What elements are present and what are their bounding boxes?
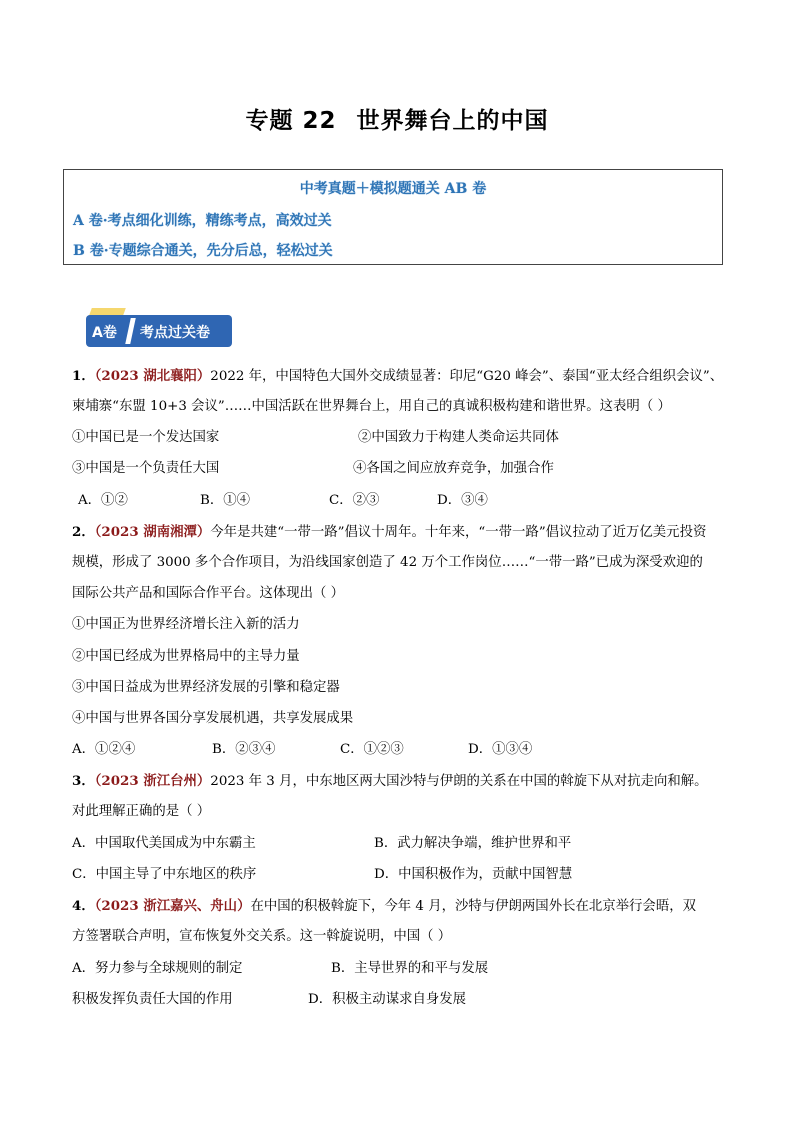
option-a: A．中国取代美国成为中东霸主: [72, 836, 256, 851]
statement: ②中国致力于构建人类命运共同体: [358, 430, 559, 445]
option-d: D．积极主动谋求自身发展: [308, 992, 467, 1007]
question-source: （2023 湖南湘潭）: [94, 524, 211, 540]
question-1-line-2: 柬埔寨“东盟 10+3 会议”……中国活跃在世界舞台上，用自己的真诚积极构建和谐世界。这表明（ ）: [72, 399, 671, 414]
intro-box: [63, 169, 723, 265]
option-d: D．③④: [437, 493, 488, 508]
intro-heading: 中考真题＋模拟题通关 AB 卷: [299, 181, 487, 197]
option-d: D．①③④: [468, 742, 533, 757]
statement: ①中国正为世界经济增长注入新的活力: [72, 617, 300, 632]
option-c: C．②③: [329, 493, 380, 508]
option-a: A．①②④: [72, 742, 136, 757]
question-source: （2023 浙江台州）: [94, 773, 211, 789]
option-c: C．①②③: [340, 742, 404, 757]
option-b: B．武力解决争端，维护世界和平: [374, 836, 572, 851]
option-a: A．努力参与全球规则的制定: [72, 961, 243, 976]
option-b: B．主导世界的和平与发展: [331, 961, 489, 976]
question-stem: 2022 年，中国特色大国外交成绩显著：印尼“G20 峰会”、泰国“亚太经合组织会议”、: [210, 369, 724, 384]
option-d: D．中国积极作为，贡献中国智慧: [374, 867, 573, 882]
option-c: C．中国主导了中东地区的秩序: [72, 867, 257, 882]
page-title: [0, 102, 794, 135]
banner-label: 考点过关卷: [140, 325, 210, 341]
question-3-line-1: [72, 772, 708, 791]
statement: ③中国是一个负责任大国: [72, 461, 220, 476]
question-number: 1．: [72, 368, 95, 384]
question-3-line-2: 对此理解正确的是（ ）: [72, 804, 211, 819]
banner-tag: A卷: [92, 325, 117, 341]
question-stem: 今年是共建“一带一路”倡议十周年。十年来，“一带一路”倡议拉动了近万亿美元投资: [210, 525, 707, 540]
question-4-line-1: [72, 897, 696, 916]
intro-line-b: B 卷·专题综合通关，先分后总，轻松过关: [73, 243, 333, 259]
question-2-line-3: 国际公共产品和国际合作平台。这体现出（ ）: [72, 586, 345, 601]
question-stem: 在中国的积极斡旋下，今年 4 月，沙特与伊朗两国外长在北京举行会晤，双: [250, 899, 696, 914]
question-stem: 2023 年 3 月，中东地区两大国沙特与伊朗的关系在中国的斡旋下从对抗走向和解。: [210, 774, 708, 789]
statement: ③中国日益成为世界经济发展的引擎和稳定器: [72, 680, 340, 695]
option-a: A．①②: [78, 493, 128, 508]
title-main: 专题 22: [245, 108, 337, 134]
statement: ②中国已经成为世界格局中的主导力量: [72, 649, 300, 664]
statement: ④中国与世界各国分享发展机遇，共享发展成果: [72, 711, 354, 726]
question-number: 3．: [72, 773, 95, 789]
option-b: B．②③④: [212, 742, 276, 757]
question-number: 4．: [72, 898, 95, 914]
question-source: （2023 湖北襄阳）: [94, 368, 211, 384]
question-2-line-2: 规模，形成了 3000 多个合作项目，为沿线国家创造了 42 万个工作岗位……“一带一路”已成为深受欢迎的: [72, 555, 703, 570]
option-b: B．①④: [200, 493, 251, 508]
statement: ④各国之间应放弃竞争，加强合作: [353, 461, 554, 476]
intro-line-a: A 卷·考点细化训练，精练考点，高效过关: [73, 213, 332, 229]
question-2-line-1: [72, 523, 706, 542]
statement: ①中国已是一个发达国家: [72, 430, 220, 445]
option-c: 积极发挥负责任大国的作用: [72, 992, 233, 1007]
question-4-line-2: 方签署联合声明，宣布恢复外交关系。这一斡旋说明，中国（ ）: [72, 929, 452, 944]
question-1-line-1: [72, 367, 723, 386]
title-sub: 世界舞台上的中国: [356, 108, 549, 134]
question-source: （2023 浙江嘉兴、舟山）: [94, 898, 251, 914]
section-banner: [86, 307, 236, 351]
question-number: 2．: [72, 524, 95, 540]
